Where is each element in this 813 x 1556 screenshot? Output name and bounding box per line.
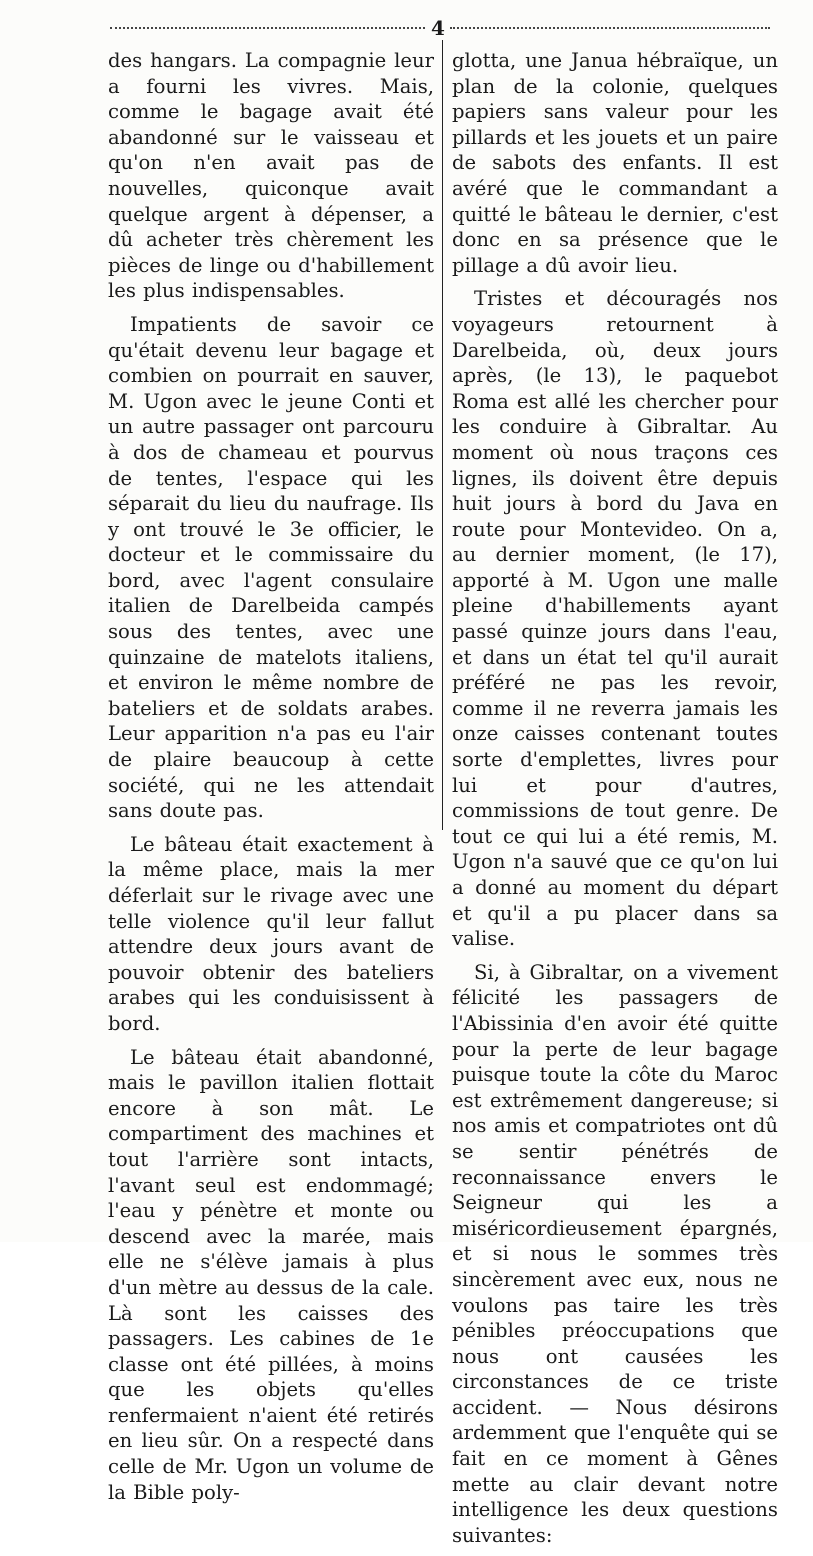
paragraph: Le bâteau était abandonné, mais le pavillon italien flottait encore à son mât. Le compartiment des machines et tout l'arrière sont intacts, l'avant seul est endommagé; l'eau y pénètre et monte ou descend avec la marée, mais elle ne s'élève jamais à plus d'un mètre au dessus de la cale. Là sont les caisses des passagers. Les cabines de 1e classe ont été pillées, à moins que les objets qu'elles renfermaient n'aient été retirés en lieu sûr. On a respecté dans celle de Mr. Ugon un volume de la Bible poly- [108, 1045, 434, 1504]
paragraph: glotta, une Janua hébraïque, un plan de la colonie, quelques papiers sans valeur pour les pillards et les jouets et un paire de sabots des enfants. Il est avéré que le commandant a quitté le bâteau le dernier, c'est donc en sa présence que le pillage a dû avoir lieu. [452, 49, 778, 277]
column-divider [442, 40, 443, 830]
paragraph: Tristes et découragés nos voyageurs retournent à Darelbeida, où, deux jours après, (le 13), le paquebot Roma est allé les chercher pour les conduire à Gibraltar. Au moment où nous traçons ces lignes, ils doivent être depuis huit jours à bord du Java en route pour Montevideo. On a, au dernier moment, (le 17), apporté à M. Ugon une malle pleine d'habillements ayant passé quinze jours dans l'eau, et dans un état tel qu'il aurait préféré ne pas les revoir, comme il ne reverra jamais les onze caisses contenant toutes sorte d'emplettes, livres pour lui et pour d'autres, commissions de tout genre. De tout ce qui lui a été remis, M. Ugon n'a sauvé que ce qu'on lui a donné au moment du départ et qu'il a pu placer dans sa valise. [452, 287, 778, 951]
left-column [108, 48, 434, 1513]
header-rule-right [450, 27, 770, 29]
page-number: 4 [431, 16, 445, 40]
page-header [110, 16, 770, 40]
right-column [452, 48, 778, 1556]
header-rule-left [110, 27, 425, 29]
paragraph: Le bâteau était exactement à la même place, mais la mer déferlait sur le rivage avec une telle violence qu'il leur fallut attendre deux jours avant de pouvoir obtenir des bateliers arabes qui les conduisissent à bord. [108, 832, 434, 1035]
paragraph: des hangars. La compagnie leur a fourni les vivres. Mais, comme le bagage avait été abandonné sur le vaisseau et qu'on n'en avait pas de nouvelles, quiconque avait quelque argent à dépenser, a dû acheter très chèrement les pièces de linge ou d'habillement les plus indispensables. [108, 49, 434, 303]
paragraph: Impatients de savoir ce qu'était devenu leur bagage et combien on pourrait en sauver, M. Ugon avec le jeune Conti et un autre passager ont parcouru à dos de chameau et pourvus de tentes, l'espace qui les séparait du lieu du naufrage. Ils y ont trouvé le 3e officier, le docteur et le commissaire du bord, avec l'agent consulaire italien de Darelbeida campés sous des tentes, avec une quinzaine de matelots italiens, et environ le même nombre de bateliers et de soldats arabes. Leur apparition n'a pas eu l'air de plaire beaucoup à cette société, qui ne les attendait sans doute pas. [108, 312, 434, 823]
paragraph: Si, à Gibraltar, on a vivement félicité les passagers de l'Abissinia d'en avoir été quitte pour la perte de leur bagage puisque toute la côte du Maroc est extrêmement dangereuse; si nos amis et compatriotes ont dû se sentir pénétrés de reconnaissance envers le Seigneur qui les a miséricordieusement épargnés, et si nous le sommes très sincèrement avec eux, nous ne voulons pas taire les très pénibles préoccupations que nous ont causées les circonstances de ce triste accident. — Nous désirons ardemment que l'enquête qui se fait en ce moment à Gênes mette au clair devant notre intelligence les deux questions suivantes: [452, 960, 778, 1547]
